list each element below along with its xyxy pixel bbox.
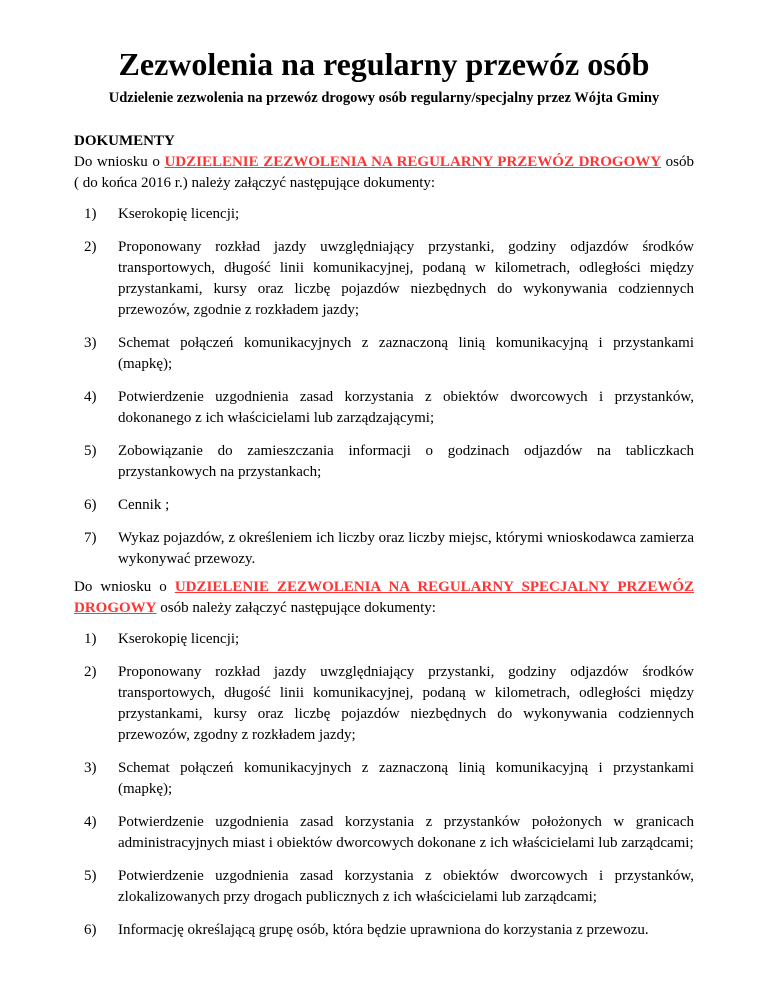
- list-item-number: 1): [84, 631, 97, 647]
- list-item: [74, 920, 694, 941]
- list-item: [74, 662, 694, 746]
- list-item-text: Kserokopię licencji;: [118, 631, 240, 647]
- list-item: [74, 441, 694, 483]
- section1-intro-before: Do wniosku o: [74, 154, 165, 170]
- list-item-text: Kserokopię licencji;: [118, 206, 240, 222]
- list-item-text: Cennik ;: [118, 497, 170, 513]
- section1-intro-after: osób ( do końca 2016 r.) należy załączyć następujące dokumenty:: [74, 154, 695, 191]
- section1-intro: [74, 152, 694, 194]
- list-item: [74, 237, 694, 321]
- list-item: [74, 528, 694, 570]
- list-item-number: 3): [84, 335, 97, 351]
- list-item-text: Schemat połączeń komunikacyjnych z zaznaczoną linią komunikacyjną i przystankami (mapkę);: [118, 760, 694, 797]
- page-subtitle: Udzielenie zezwolenia na przewóz drogowy osób regularny/specjalny przez Wójta Gminy: [108, 90, 660, 106]
- document-content: [74, 131, 694, 941]
- list-item-text: Zobowiązanie do zamieszczania informacji o godzinach odjazdów na tabliczkach przystankowych na przystankach;: [118, 443, 694, 480]
- spacer: [74, 570, 694, 577]
- list-item-text: Informację określającą grupę osób, która będzie uprawniona do korzystania z przewozu.: [118, 922, 649, 938]
- list-item-text: Wykaz pojazdów, z określeniem ich liczby oraz liczby miejsc, którymi wnioskodawca zamierza wykonywać przewozy.: [118, 530, 694, 567]
- list-item-text: Schemat połączeń komunikacyjnych z zaznaczoną linią komunikacyjną i przystankami (mapkę);: [118, 335, 694, 372]
- list-item: [74, 629, 694, 650]
- list-item-text: Potwierdzenie uzgodnienia zasad korzystania z obiektów dworcowych i przystanków, zlokalizowanych przy drogach publicznych z ich właścicielami lub zarządcami;: [118, 868, 694, 905]
- list-item-number: 6): [84, 922, 97, 938]
- list-item-number: 2): [84, 239, 97, 255]
- section2-intro-before: Do wniosku o: [74, 579, 175, 595]
- list-item-number: 3): [84, 760, 97, 776]
- list-item-number: 2): [84, 664, 97, 680]
- list-item-number: 6): [84, 497, 97, 513]
- list-item-number: 4): [84, 814, 97, 830]
- list-item-text: Proponowany rozkład jazdy uwzględniający przystanki, godziny odjazdów środków transportowych, długość linii komunikacyjnej, podaną w kilometrach, odległości między przystankami, kursy oraz liczbę pojazdów niezbędnych do wykonywania codziennych przewozów, zgodny z rozkładem jazdy;: [118, 664, 694, 743]
- list-item: [74, 866, 694, 908]
- list-item-number: 7): [84, 530, 97, 546]
- section-heading: DOKUMENTY: [74, 133, 175, 149]
- list-item-number: 4): [84, 389, 97, 405]
- section1-highlight: UDZIELENIE ZEZWOLENIA NA REGULARNY PRZEWÓZ DROGOWY: [164, 154, 662, 170]
- list-item: [74, 812, 694, 854]
- section2-intro: [74, 577, 694, 619]
- list-item: [74, 495, 694, 516]
- section2-highlight: UDZIELENIE ZEZWOLENIA NA REGULARNY SPECJALNY PRZEWÓZ DROGOWY: [74, 579, 695, 616]
- section1-list: [74, 204, 694, 570]
- list-item-text: Potwierdzenie uzgodnienia zasad korzystania z obiektów dworcowych i przystanków, dokonanego z ich właścicielami lub zarządzającymi;: [118, 389, 694, 426]
- list-item: [74, 387, 694, 429]
- list-item-text: Proponowany rozkład jazdy uwzględniający przystanki, godziny odjazdów środków transportowych, długość linii komunikacyjnej, podaną w kilometrach, odległości między przystankami, kursy oraz liczbę pojazdów niezbędnych do wykonywania codziennych przewozów, zgodnie z rozkładem jazdy;: [118, 239, 694, 318]
- list-item-text: Potwierdzenie uzgodnienia zasad korzystania z przystanków położonych w granicach administracyjnych miast i obiektów dworcowych dokonane z ich właścicielami lub zarządcami;: [118, 814, 694, 851]
- section2-list: [74, 629, 694, 941]
- list-item: [74, 204, 694, 225]
- section2-intro-after: osób należy załączyć następujące dokumenty:: [156, 600, 436, 616]
- list-item-number: 5): [84, 868, 97, 884]
- list-item-number: 5): [84, 443, 97, 459]
- list-item: [74, 758, 694, 800]
- list-item-number: 1): [84, 206, 97, 222]
- list-item: [74, 333, 694, 375]
- page-title: Zezwolenia na regularny przewóz osób: [118, 46, 650, 82]
